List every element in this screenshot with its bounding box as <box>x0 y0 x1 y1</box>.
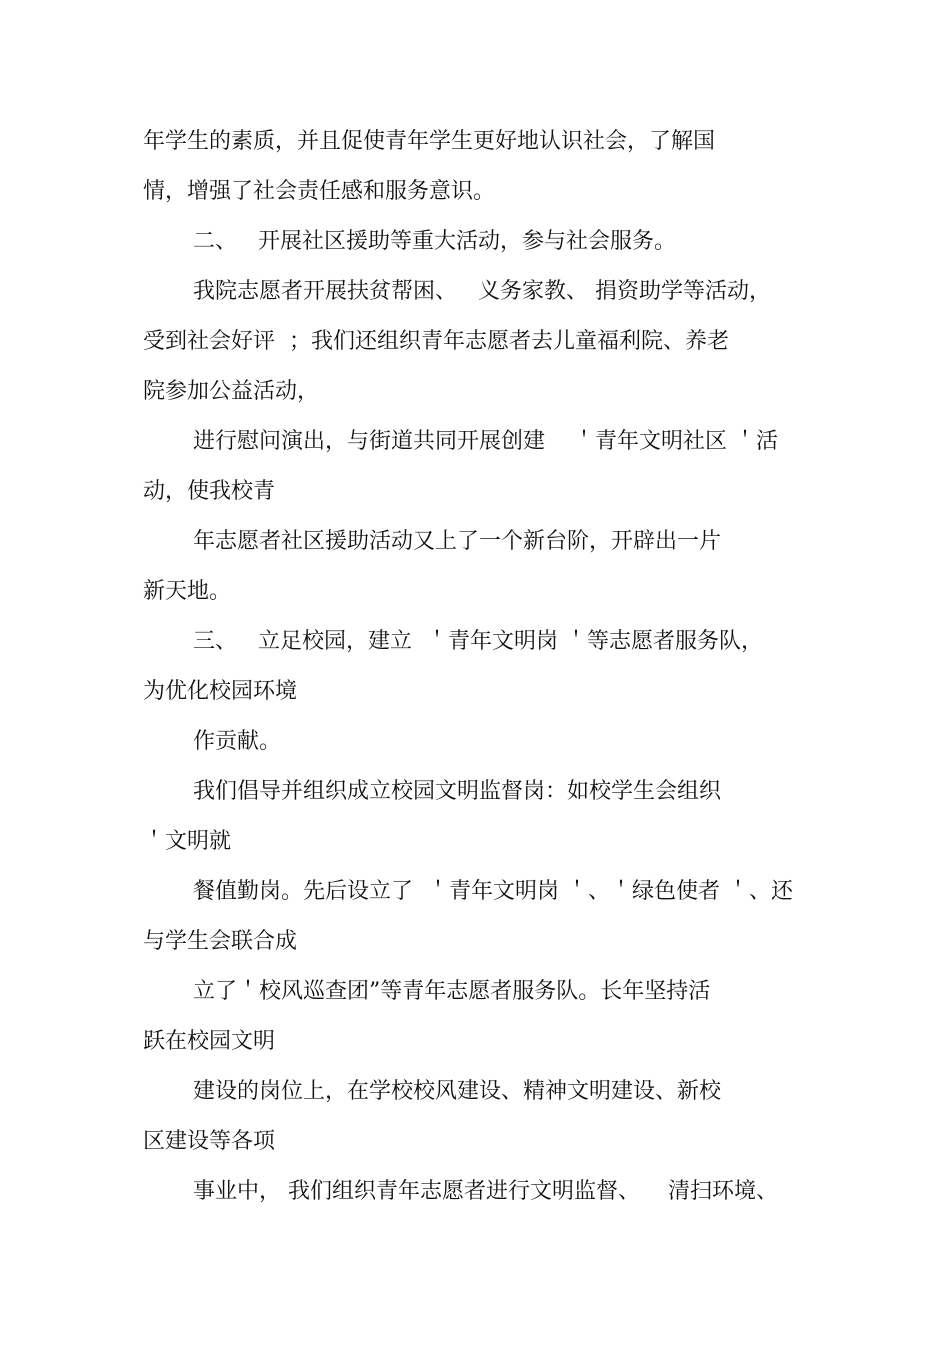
text-line: 受到社会好评 ；我们还组织青年志愿者去儿童福利院、养老 <box>143 329 729 354</box>
text-line: 我们倡导并组织成立校园文明监督岗：如校学生会组织 <box>193 779 722 804</box>
text-line: 与学生会联合成 <box>143 929 298 954</box>
text-line: 立了＇校风巡查团”等青年志愿者服务队。长年坚持活 <box>193 979 711 1004</box>
text-line: 动，使我校青 <box>143 479 276 504</box>
text-line: ＇文明就 <box>143 829 232 854</box>
section-heading: 三、 立足校园，建立 ＇青年文明岗 ＇等志愿者服务队， <box>193 629 763 654</box>
text-line: 我院志愿者开展扶贫帮困、 义务家教、 捐资助学等活动， <box>193 279 771 304</box>
section-heading: 二、 开展社区援助等重大活动，参与社会服务。 <box>193 229 676 254</box>
text-line: 跃在校园文明 <box>143 1029 276 1054</box>
text-line: 作贡献。 <box>193 729 282 754</box>
text-line: 事业中， 我们组织青年志愿者进行文明监督、 清扫环境、 <box>193 1179 778 1204</box>
text-line: 年志愿者社区援助活动又上了一个新台阶，开辟出一片 <box>193 529 722 554</box>
text-line: 餐值勤岗。先后设立了 ＇青年文明岗 ＇、＇绿色使者 ＇、还 <box>193 879 793 904</box>
text-line: 区建设等各项 <box>143 1129 276 1154</box>
text-line: 为优化校园环境 <box>143 679 298 704</box>
text-line: 年学生的素质，并且促使青年学生更好地认识社会，了解国 <box>143 129 716 154</box>
text-line: 院参加公益活动， <box>143 379 320 404</box>
text-line: 建设的岗位上，在学校校风建设、精神文明建设、新校 <box>193 1079 722 1104</box>
text-line: 情，增强了社会责任感和服务意识。 <box>143 179 496 204</box>
text-line: 新天地。 <box>143 579 232 604</box>
text-line: 进行慰问演出，与街道共同开展创建 ＇青年文明社区 ＇活 <box>193 429 778 454</box>
